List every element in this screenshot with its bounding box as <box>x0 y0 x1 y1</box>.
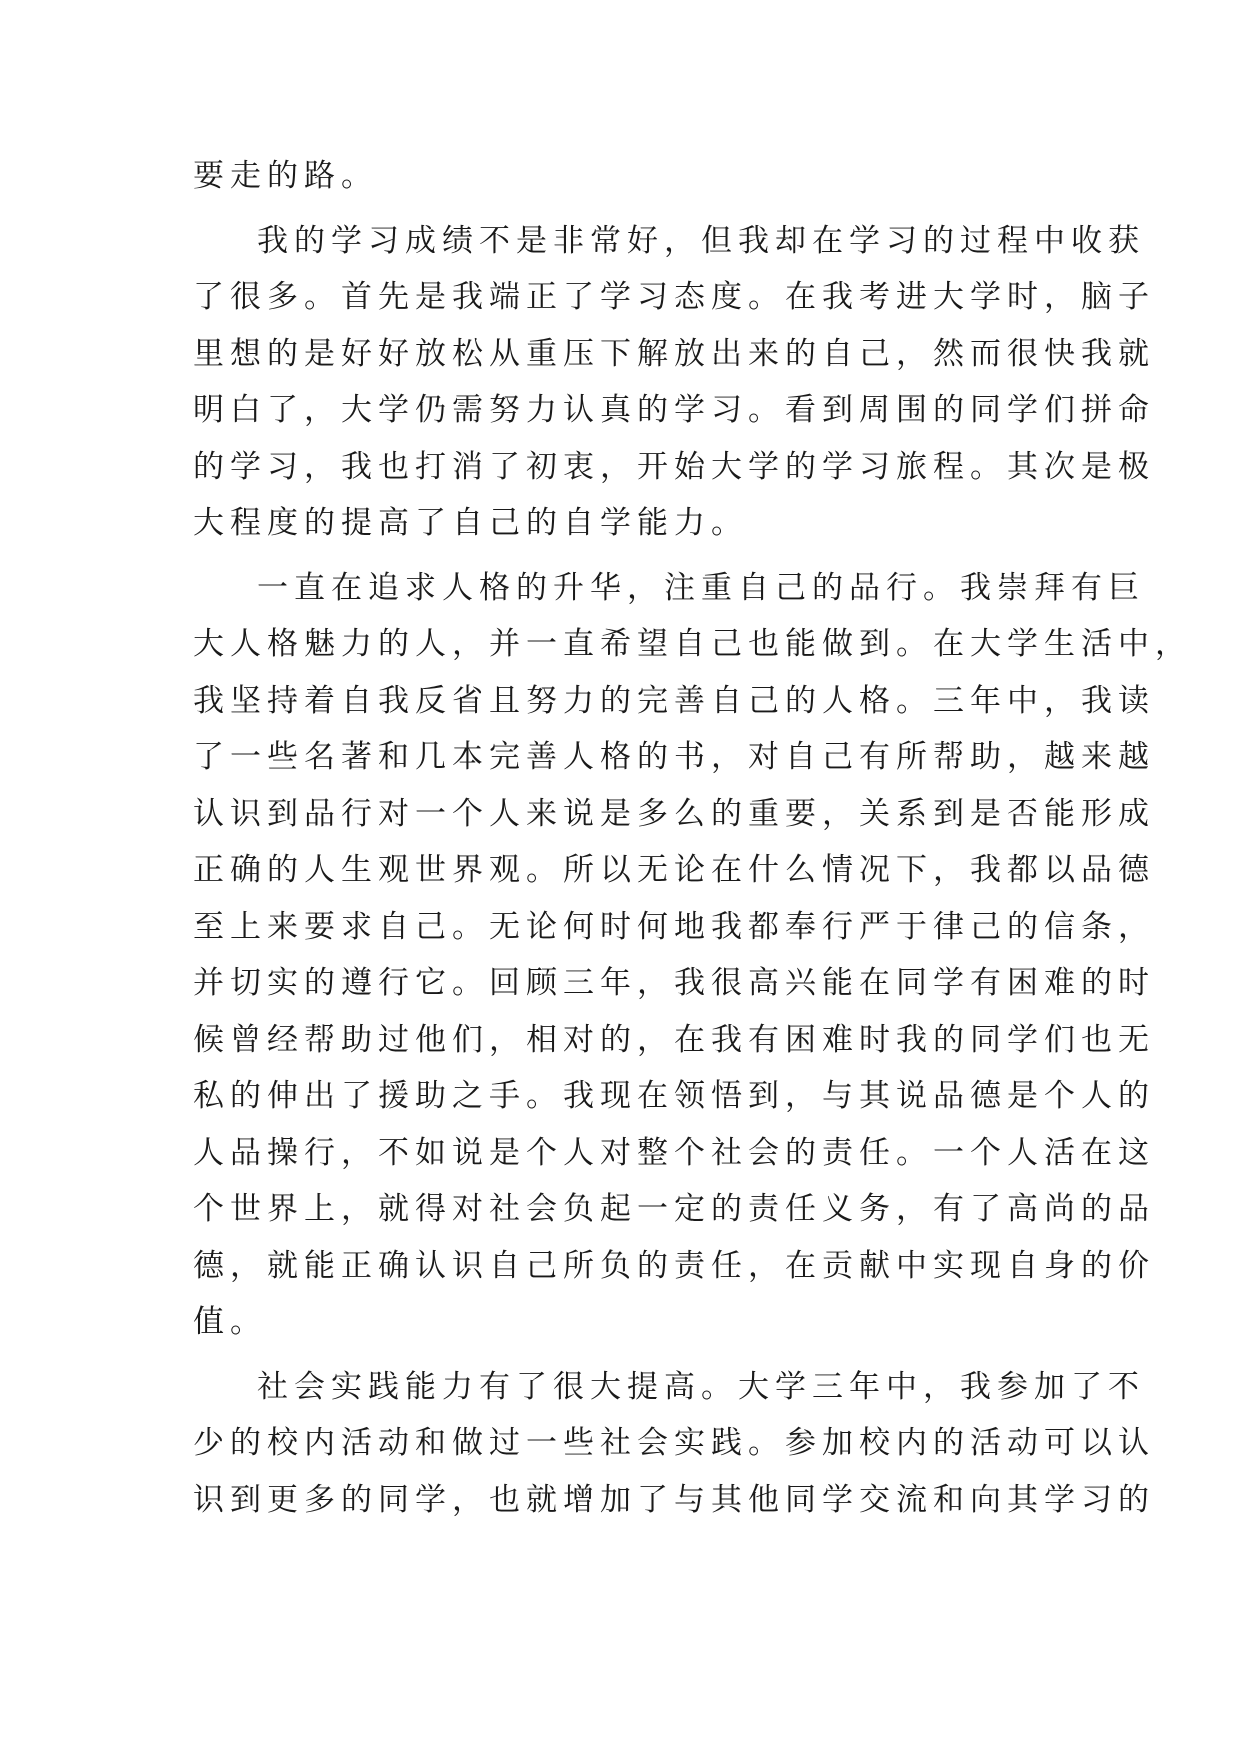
text-line: 私的伸出了援助之手。我现在领悟到，与其说品德是个人的 <box>193 1078 1155 1114</box>
text-line: 少的校内活动和做过一些社会实践。参加校内的活动可以认 <box>193 1425 1155 1461</box>
paragraph-first-line: 我的学习成绩不是非常好，但我却在学习的过程中收获 <box>257 222 1145 259</box>
text-line: 了一些名著和几本完善人格的书，对自己有所帮助，越来越 <box>193 739 1155 775</box>
text-line: 明白了，大学仍需努力认真的学习。看到周围的同学们拼命 <box>193 392 1155 428</box>
text-line: 至上来要求自己。无论何时何地我都奉行严于律己的信条， <box>193 908 1155 945</box>
document-body <box>193 148 1192 1528</box>
text-line: 我坚持着自我反省且努力的完善自己的人格。三年中，我读 <box>193 682 1155 719</box>
text-line: 了很多。首先是我端正了学习态度。在我考进大学时，脑子 <box>193 279 1155 315</box>
text-line: 识到更多的同学，也就增加了与其他同学交流和向其学习的 <box>193 1481 1155 1518</box>
text-line: 认识到品行对一个人来说是多么的重要，关系到是否能形成 <box>193 795 1155 832</box>
paragraph-first-line: 社会实践能力有了很大提高。大学三年中，我参加了不 <box>257 1368 1145 1405</box>
text-line: 并切实的遵行它。回顾三年，我很高兴能在同学有困难的时 <box>193 965 1155 1001</box>
text-line: 大程度的提高了自己的自学能力。 <box>193 505 748 541</box>
text-line: 里想的是好好放松从重压下解放出来的自己，然而很快我就 <box>193 335 1155 372</box>
text-line: 要走的路。 <box>193 158 378 194</box>
text-line: 值。 <box>193 1304 267 1340</box>
text-line: 候曾经帮助过他们，相对的，在我有困难时我的同学们也无 <box>193 1021 1155 1058</box>
text-line: 大人格魅力的人，并一直希望自己也能做到。在大学生活中， <box>193 626 1192 662</box>
text-line: 人品操行，不如说是个人对整个社会的责任。一个人活在这 <box>193 1134 1155 1171</box>
text-line: 个世界上，就得对社会负起一定的责任义务，有了高尚的品 <box>193 1191 1155 1227</box>
text-line: 德，就能正确认识自己所负的责任，在贡献中实现自身的价 <box>193 1247 1155 1284</box>
text-line: 的学习，我也打消了初衷，开始大学的学习旅程。其次是极 <box>193 448 1155 485</box>
text-line: 正确的人生观世界观。所以无论在什么情况下，我都以品德 <box>193 852 1155 888</box>
paragraph-first-line: 一直在追求人格的升华，注重自己的品行。我崇拜有巨 <box>257 569 1145 606</box>
